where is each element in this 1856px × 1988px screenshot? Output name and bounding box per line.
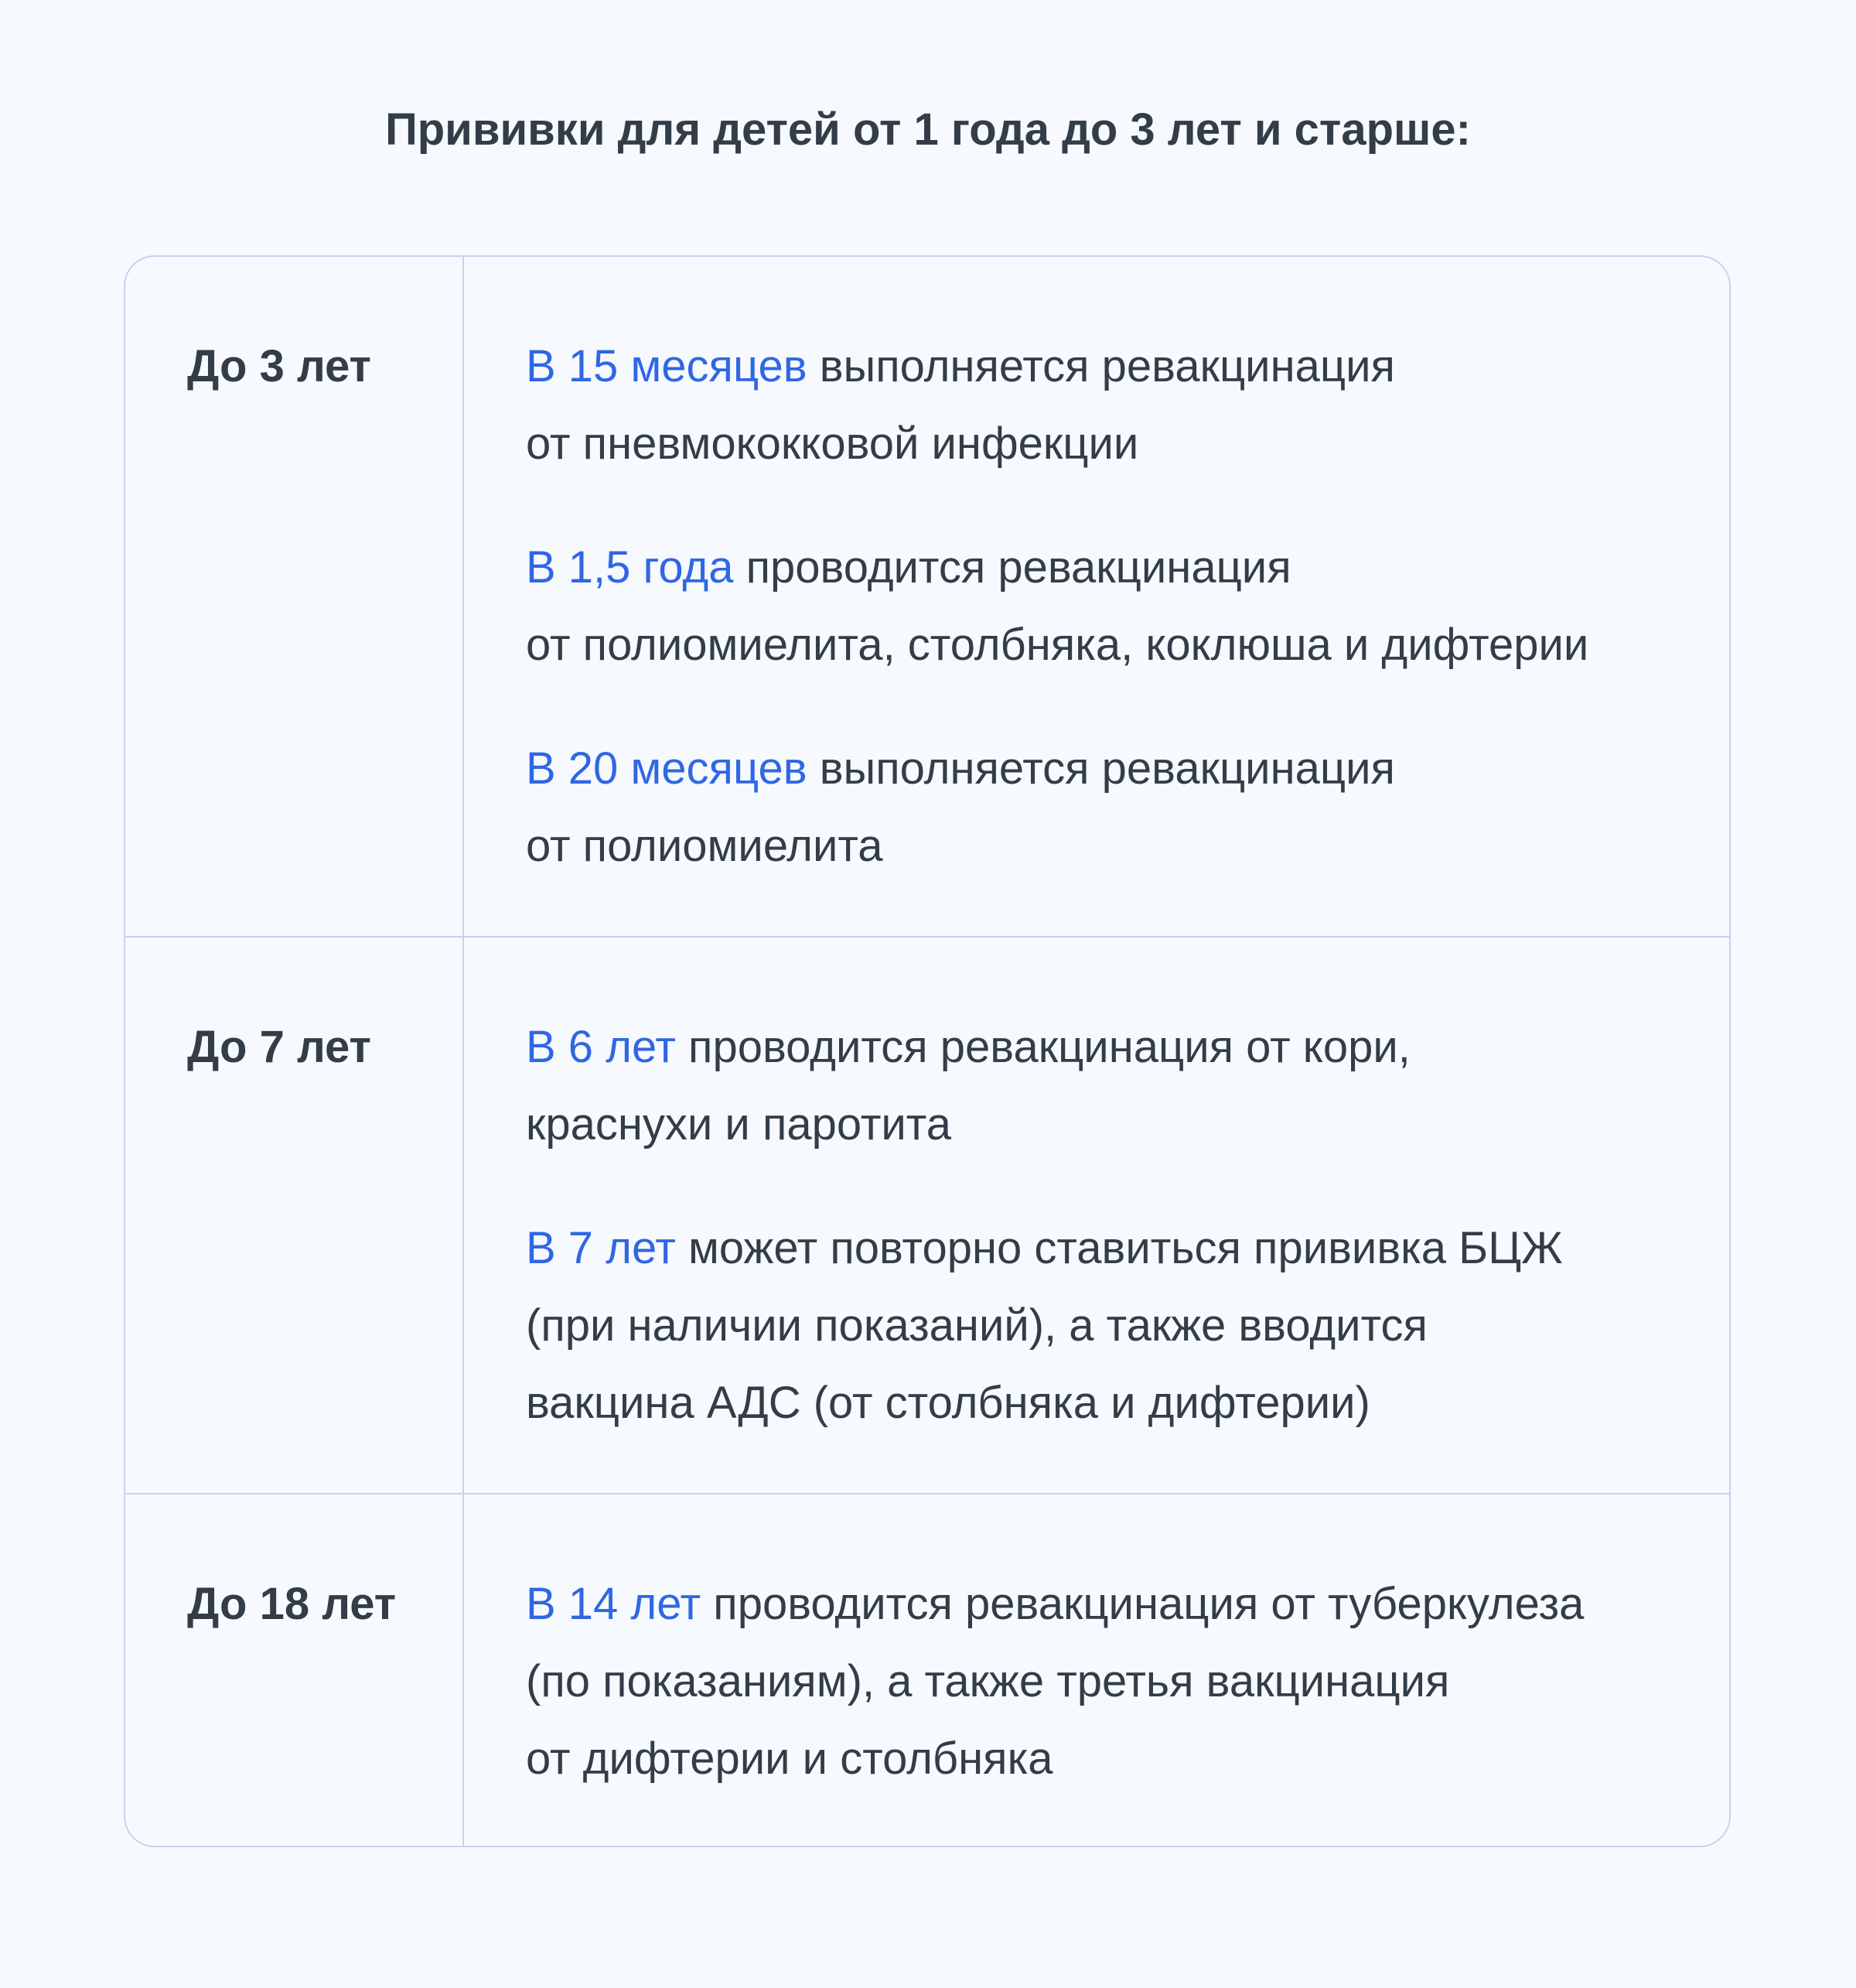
entries-list	[526, 328, 1701, 885]
vaccination-entry	[526, 730, 1701, 885]
entry-text: выполняется ревакцинация от полиомиелита	[526, 743, 1395, 871]
page-title: Прививки для детей от 1 года до 3 лет и старше:	[385, 104, 1471, 155]
vaccination-entry	[526, 1009, 1701, 1163]
vaccination-table	[124, 255, 1731, 1847]
table-row	[125, 936, 1729, 1493]
age-label: До 18 лет	[187, 1579, 397, 1629]
entry-highlight: В 1,5 года	[526, 542, 734, 593]
vaccination-entry	[526, 1566, 1701, 1798]
vaccination-entry	[526, 529, 1701, 684]
entries-list	[526, 1009, 1701, 1442]
age-label: До 3 лет	[187, 341, 371, 391]
entry-highlight: В 6 лет	[526, 1022, 676, 1072]
entry-text: проводится ревакцинация от туберкулеза (по показаниям), а также третья вакцинация от дифтерии и столбняка	[526, 1579, 1585, 1784]
entry-highlight: В 7 лет	[526, 1223, 676, 1273]
age-label: До 7 лет	[187, 1022, 371, 1072]
entry-highlight: В 14 лет	[526, 1579, 701, 1629]
entry-highlight: В 15 месяцев	[526, 341, 807, 391]
vaccination-entry	[526, 328, 1701, 483]
entry-text: может повторно ставиться прививка БЦЖ (при наличии показаний), а также вводится вакцина АДС (от столбняка и дифтерии)	[526, 1223, 1563, 1428]
entry-text: проводится ревакцинация от кори, краснухи и паротита	[526, 1022, 1411, 1149]
entries-list	[526, 1566, 1701, 1798]
table-row	[125, 1493, 1729, 1847]
vaccination-entry	[526, 1210, 1701, 1442]
table-row	[125, 257, 1729, 936]
entry-text: выполняется ревакцинация от пневмококковой инфекции	[526, 341, 1395, 469]
entry-text: проводится ревакцинация от полиомиелита, столбняка, коклюша и дифтерии	[526, 542, 1589, 670]
entry-highlight: В 20 месяцев	[526, 743, 807, 794]
